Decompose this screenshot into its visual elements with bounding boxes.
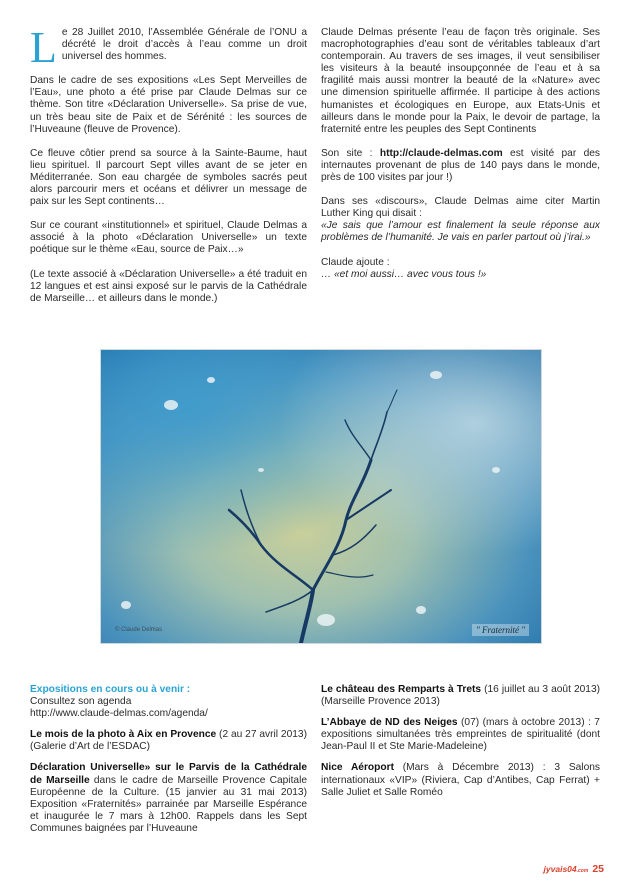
exposition-title: Le mois de la photo à Aix en Provence <box>30 729 217 741</box>
fraternite-photo <box>100 349 542 644</box>
intro-paragraph <box>30 23 307 72</box>
left-column <box>30 23 307 317</box>
page-number: 25 <box>592 863 604 875</box>
paragraph-expositions: Dans le cadre de ses expositions «Les Sept Merveilles de l’Eau», une photo a été prise par Claude Delmas sur ce thème. Son titre «Déclaration Universelle». Sa prise de vue, un très beau site de Paix et de Sérénité : les sources de l’Huveaune (fleuve de Provence). <box>30 75 307 135</box>
expositions-right <box>321 684 600 808</box>
drop-cap: L <box>30 23 57 72</box>
exposition-title: Nice Aéroport <box>321 762 394 774</box>
exposition-item <box>321 717 600 753</box>
exposition-details: dans le cadre de Marseille Provence Capitale Européenne de la Culture. (15 janvier au 31 mai 2013) Exposition «Fraternités» parrainée par Marseille Espérance et inaugurée le 7 mars à 12h00. Rappels dans les Sept Communes baignées par l’Huveaune <box>30 774 307 834</box>
paragraph-fleuve: Ce fleuve côtier prend sa source à la Sainte-Baume, haut lieu spirituel. Il parcourt Sept villes avant de se jeter en Méditerranée. Son eau chargée de symboles sacrés peut alors parcourir mers et océans et délivrer un message de paix sur les Sept continents… <box>30 147 307 208</box>
paragraph-site <box>321 148 600 184</box>
agenda-text: Consultez son agenda <box>30 696 132 708</box>
ajoute-intro: Claude ajoute : <box>321 256 390 268</box>
right-column <box>321 27 600 293</box>
exposition-details: (2 au 27 avril 2013) (Galerie d’Art de l’ESDAC) <box>30 729 307 753</box>
paragraph-traduction: (Le texte associé à «Déclaration Universelle» a été traduit en 12 langues et est ainsi exposé sur le parvis de la Cathédrale de Marseille… et ailleurs dans le monde.) <box>30 268 307 304</box>
expositions-heading: Expositions en cours ou à venir : <box>30 684 191 695</box>
exposition-details: (Mars à Décembre 2013) : 3 Salons internationaux «VIP» (Riviera, Cap d’Antibes, Cap Ferrat) + Salle Juliet et Salle Roméo <box>321 762 600 798</box>
exposition-details: (07) (mars à octobre 2013) : 7 expositions simultanées très empreintes de spiritualité (dont Jean-Paul II et Ste Marie-Madeleine) <box>321 717 600 753</box>
agenda-url[interactable]: http://www.claude-delmas.com/agenda/ <box>30 708 208 720</box>
intro-text: e 28 Juillet 2010, l’Assemblée Générale de l’ONU a décrété le droit d’accès à l’eau comme un droit universel des hommes. <box>61 27 307 63</box>
mlk-quote: «Je sais que l’amour est finalement la seule réponse aux problèmes de l’humanité. Je vais en parler partout où j’irai.» <box>321 220 600 244</box>
exposition-item <box>30 762 307 835</box>
photo-caption: " Fraternité " <box>472 624 529 636</box>
photo-image <box>101 350 541 643</box>
ajoute-quote: … «et moi aussi… avec vous tous !» <box>321 268 487 280</box>
exposition-item <box>321 684 600 708</box>
paragraph-courant: Sur ce courant «institutionnel» et spirituel, Claude Delmas a associé à la photo «Déclaration Universelle» un texte poétique sur le thème «Eau, source de Paix…» <box>30 220 307 256</box>
paragraph-discours <box>321 196 600 244</box>
page-footer <box>544 863 604 875</box>
exposition-item <box>30 729 307 753</box>
photo-credit: © Claude Delmas <box>115 627 163 633</box>
exposition-title: L’Abbaye de ND des Neiges <box>321 717 458 729</box>
exposition-title: Déclaration Universelle» sur le Parvis de la Cathédrale de Marseille <box>30 762 307 786</box>
exposition-item <box>321 762 600 798</box>
magazine-logo <box>544 864 589 874</box>
site-prefix: Son site : <box>321 147 380 159</box>
logo-text: jyvais04 <box>543 864 577 874</box>
site-link[interactable]: http://claude-delmas.com <box>379 147 503 159</box>
exposition-title: Le château des Remparts à Trets <box>321 684 482 695</box>
expositions-left <box>30 684 307 844</box>
site-suffix: est visité par des internautes provenant de plus de 140 pays dans le monde, près de 100 visites par jour !) <box>321 147 600 184</box>
logo-suffix: .com <box>576 868 589 874</box>
discours-intro: Dans ses «discours», Claude Delmas aime citer Martin Luther King qui disait : <box>321 196 600 220</box>
exposition-details: (16 juillet au 3 août 2013) (Marseille Provence 2013) <box>321 684 600 708</box>
paragraph-presentation: Claude Delmas présente l’eau de façon très originale. Ses macrophotographies d’eau sont de véritables tableaux d’art contemporain. Au travers de ses images, il veut sensibiliser les visiteurs à la beauté insoupçonnée de l’eau et à sa fragilité mais aussi montrer la beauté de la «Nature» avec une dimension spirituelle affirmée. Il participe à des actions humanistes et écologiques en Europe, aux Etats-Unis et ailleurs dans le monde pour la Paix, le devoir de partage, la fraternité entre les peuples des Sept Continents <box>321 27 600 135</box>
paragraph-ajoute <box>321 257 600 281</box>
agenda-block <box>30 684 307 720</box>
